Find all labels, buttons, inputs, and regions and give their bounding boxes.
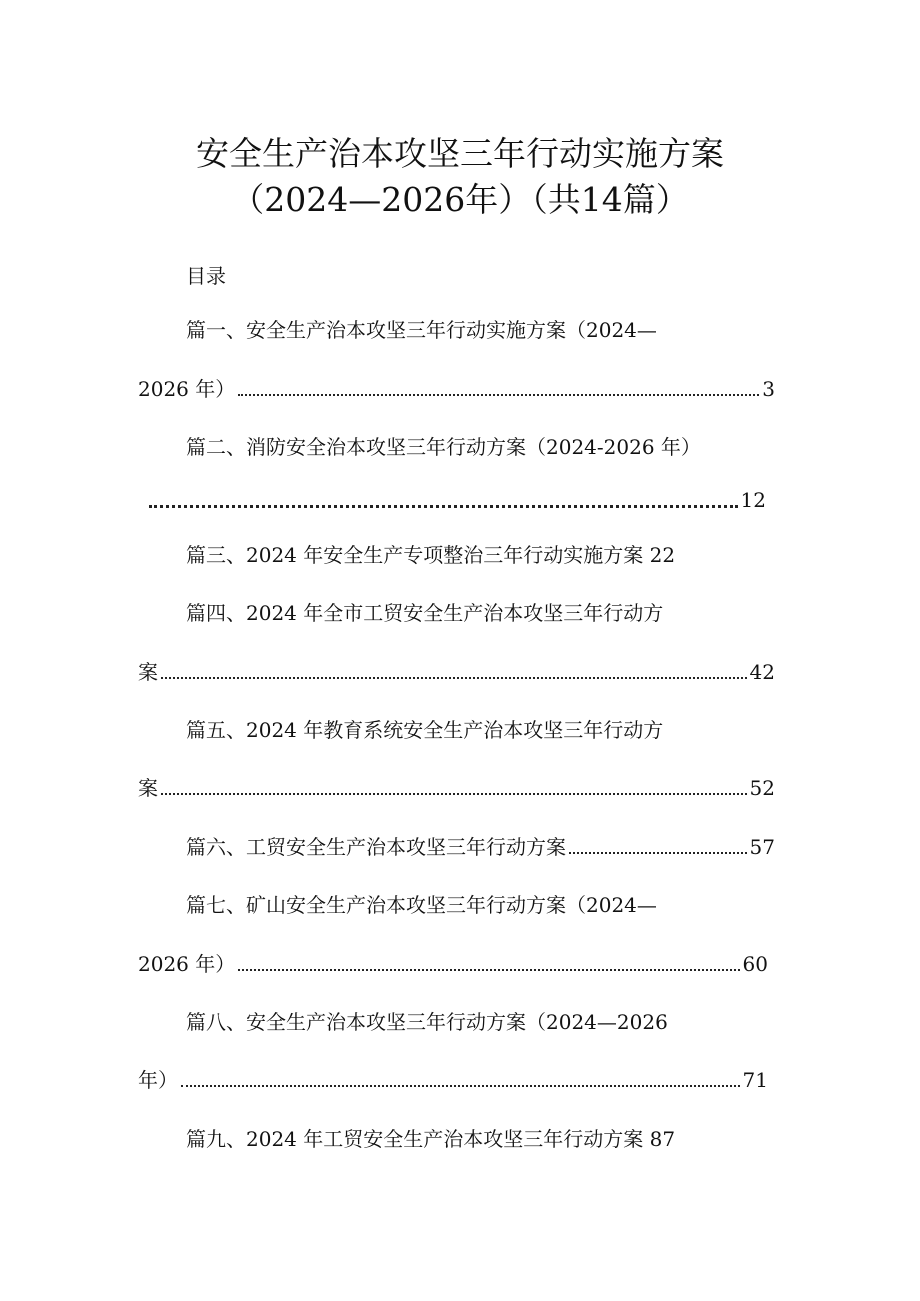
toc-entry-4-title-cont: 案 bbox=[138, 660, 158, 684]
toc-entry-7-title-cont: 2026 年） bbox=[138, 952, 236, 976]
dot-leader bbox=[181, 1085, 740, 1087]
toc-entry-6-page: 57 bbox=[749, 835, 775, 859]
dot-leader bbox=[569, 852, 747, 854]
toc-entry-5-page: 52 bbox=[749, 776, 775, 800]
dot-leader bbox=[149, 505, 738, 508]
dot-leader bbox=[238, 969, 739, 971]
toc-entry-4-leader[interactable] bbox=[138, 657, 775, 687]
toc-heading: 目录 bbox=[186, 264, 226, 288]
toc-entry-8-title[interactable]: 篇八、安全生产治本攻坚三年行动方案（2024—2026 bbox=[186, 1010, 668, 1034]
toc-entry-2-title[interactable]: 篇二、消防安全治本攻坚三年行动方案（2024-2026 年） bbox=[186, 435, 701, 459]
dot-leader bbox=[161, 793, 747, 795]
toc-entry-7-page: 60 bbox=[742, 952, 768, 976]
toc-entry-9-title[interactable]: 篇九、2024 年工贸安全生产治本攻坚三年行动方案 87 bbox=[186, 1127, 676, 1151]
toc-entry-8-page: 71 bbox=[742, 1068, 768, 1092]
toc-entry-5-leader[interactable] bbox=[138, 773, 775, 803]
toc-entry-1-page: 3 bbox=[762, 377, 775, 401]
toc-entry-1-title-cont: 2026 年） bbox=[138, 377, 236, 401]
toc-entry-2-leader[interactable] bbox=[146, 485, 766, 515]
toc-entry-7-leader[interactable] bbox=[138, 949, 768, 979]
toc-entry-6[interactable] bbox=[186, 832, 775, 862]
toc-entry-3-title[interactable]: 篇三、2024 年安全生产专项整治三年行动实施方案 22 bbox=[186, 543, 676, 567]
toc-entry-1-leader[interactable] bbox=[138, 374, 775, 404]
toc-entry-6-title: 篇六、工贸安全生产治本攻坚三年行动方案 bbox=[186, 835, 566, 859]
toc-entry-4-page: 42 bbox=[749, 660, 775, 684]
toc-entry-4-title[interactable]: 篇四、2024 年全市工贸安全生产治本攻坚三年行动方 bbox=[186, 601, 664, 625]
toc-entry-5-title-cont: 案 bbox=[138, 776, 158, 800]
document-title-line-1: 安全生产治本攻坚三年行动实施方案 bbox=[196, 134, 724, 173]
toc-entry-5-title[interactable]: 篇五、2024 年教育系统安全生产治本攻坚三年行动方 bbox=[186, 718, 664, 742]
toc-entry-8-leader[interactable] bbox=[138, 1065, 768, 1095]
document-title-line-2: （2024—2026年）（共14篇） bbox=[231, 180, 689, 219]
dot-leader bbox=[238, 394, 759, 396]
toc-entry-8-title-cont: 年） bbox=[138, 1068, 178, 1092]
toc-entry-1-title[interactable]: 篇一、安全生产治本攻坚三年行动实施方案（2024— bbox=[186, 318, 657, 342]
dot-leader bbox=[161, 677, 747, 679]
toc-entry-2-page: 12 bbox=[740, 488, 766, 512]
toc-entry-7-title[interactable]: 篇七、矿山安全生产治本攻坚三年行动方案（2024— bbox=[186, 893, 657, 917]
